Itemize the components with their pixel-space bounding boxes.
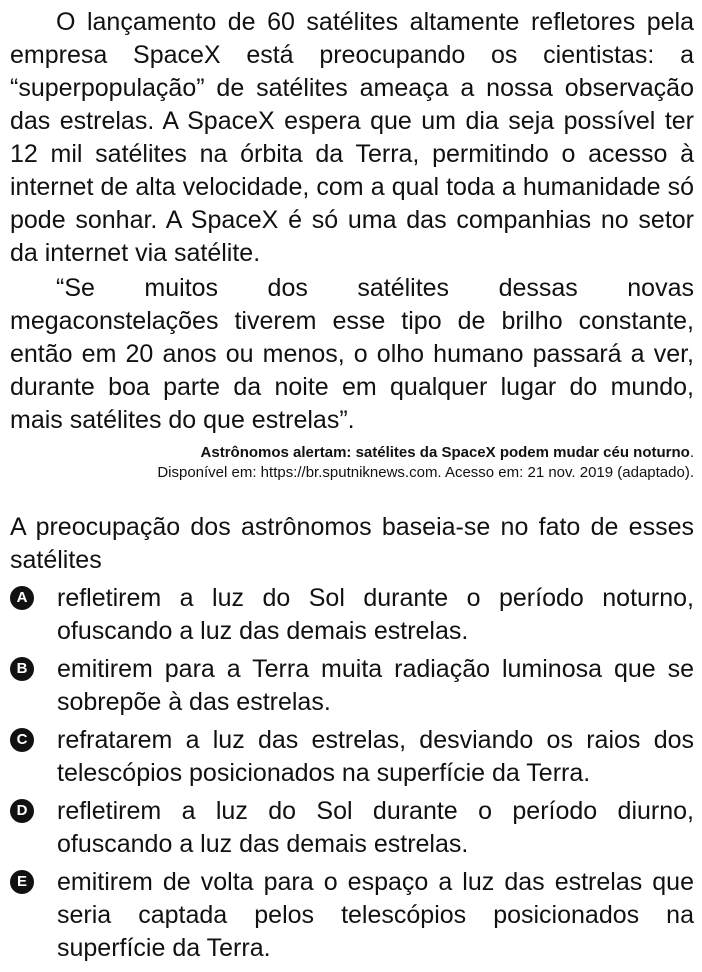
option-a[interactable]: [10, 582, 694, 648]
source-title-line: [10, 443, 694, 463]
question-page: [10, 6, 694, 965]
option-c-letter-badge: C: [10, 728, 34, 752]
text-paragraph-1: O lançamento de 60 satélites altamente refletores pela empresa SpaceX está preocupando os cientistas: a “superpopulação” de satélites ameaça a nossa observação das estrelas. A SpaceX espera que um dia seja possível ter 12 mil satélites na órbita da Terra, permitindo o acesso à internet de alta velocidade, com a qual toda a humanidade só pode sonhar. A SpaceX é só uma das companhias no setor da internet via satélite.: [10, 8, 694, 267]
question-stem: A preocupação dos astrônomos baseia-se no fato de esses satélites: [10, 513, 694, 574]
answer-options: [10, 582, 694, 965]
option-a-letter-badge: A: [10, 586, 34, 610]
source-title-end: .: [689, 444, 694, 461]
option-e[interactable]: [10, 866, 694, 965]
option-d-letter-badge: D: [10, 799, 34, 823]
source-title: Astrônomos alertam: satélites da SpaceX podem mudar céu noturno: [200, 444, 690, 461]
option-b-letter-badge: B: [10, 657, 34, 681]
option-e-letter-badge: E: [10, 870, 34, 894]
option-c-text: refratarem a luz das estrelas, desviando os raios dos telescópios posicionados na superfície da Terra.: [57, 726, 694, 787]
option-d-text: refletirem a luz do Sol durante o período diurno, ofuscando a luz das demais estrelas.: [57, 797, 694, 858]
source-reference: Disponível em: https://br.sputniknews.com. Acesso em: 21 nov. 2019 (adaptado).: [157, 464, 694, 481]
option-a-text: refletirem a luz do Sol durante o período noturno, ofuscando a luz das demais estrelas.: [57, 584, 694, 645]
option-b[interactable]: [10, 653, 694, 719]
text-paragraph-2: “Se muitos dos satélites dessas novas megaconstelações tiverem esse tipo de brilho constante, então em 20 anos ou menos, o olho humano passará a ver, durante boa parte da noite em qualquer lugar do mundo, mais satélites do que estrelas”.: [10, 274, 694, 434]
option-c[interactable]: [10, 724, 694, 790]
option-e-text: emitirem de volta para o espaço a luz das estrelas que seria captada pelos telescópios posicionados na superfície da Terra.: [57, 868, 694, 962]
option-b-text: emitirem para a Terra muita radiação luminosa que se sobrepõe à das estrelas.: [57, 655, 694, 716]
source-citation: [10, 443, 694, 483]
option-d[interactable]: [10, 795, 694, 861]
